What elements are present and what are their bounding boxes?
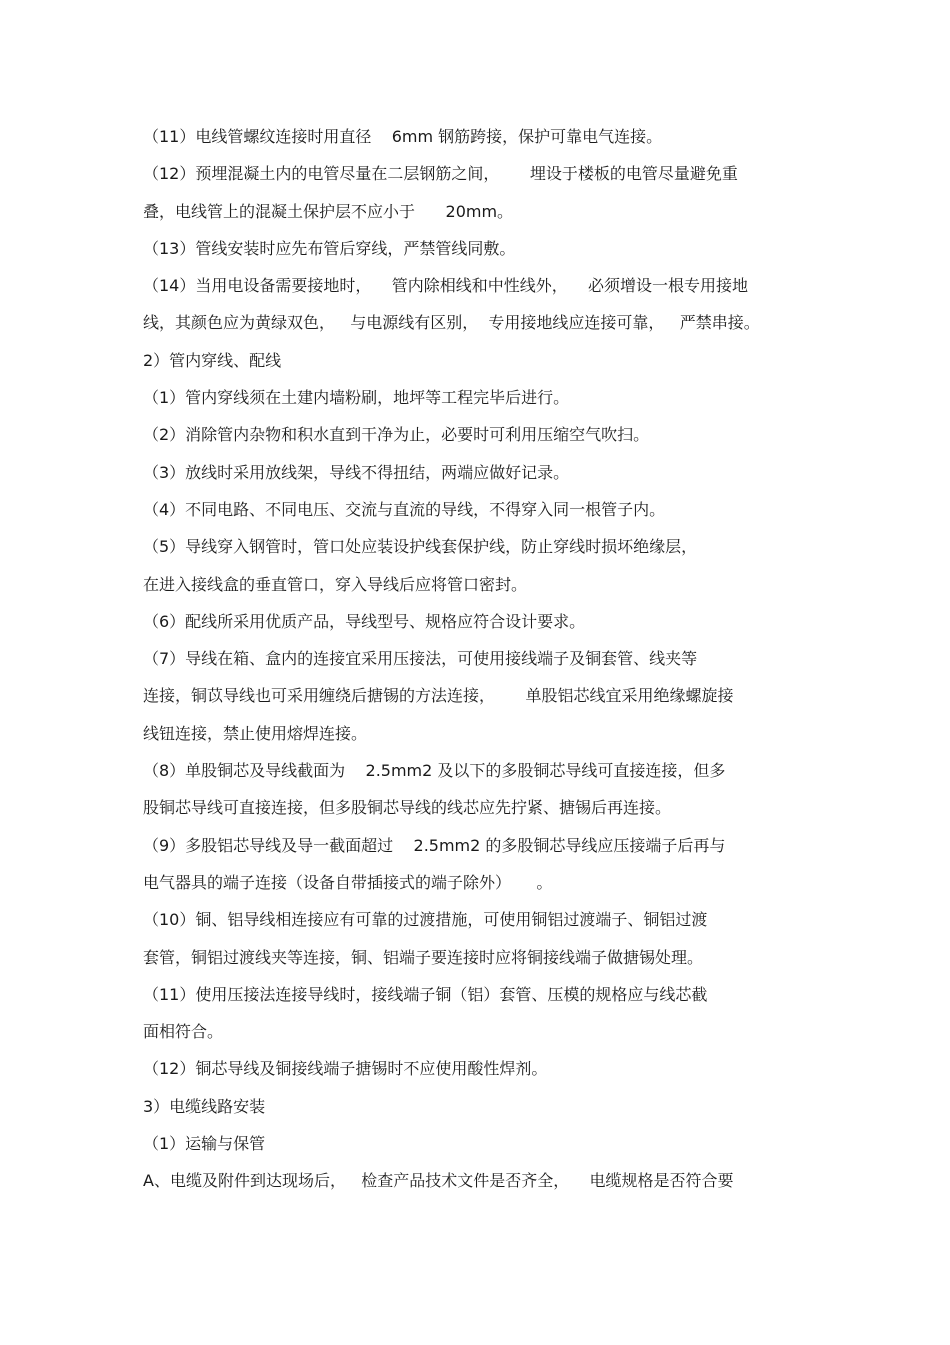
text-line: （11）使用压接法连接导线时，接线端子铜（铝）套管、压模的规格应与线芯截 xyxy=(143,984,708,1004)
text-line: （11）电线管螺纹连接时用直径 6mm 钢筋跨接，保护可靠电气连接。 xyxy=(143,127,663,146)
text-line: （8）单股铜芯及导线截面为 2.5mm2 及以下的多股铜芯导线可直接连接，但多 xyxy=(143,761,726,781)
text-line: 线，其颜色应为黄绿双色， 与电源线有区别， 专用接地线应连接可靠， 严禁串接。 xyxy=(143,313,760,333)
text-line: （12）铜芯导线及铜接线端子搪锡时不应使用酸性焊剂。 xyxy=(143,1059,548,1079)
text-line: 连接，铜苡导线也可采用缠绕后搪锡的方法连接， 单股铝芯线宜采用绝缘螺旋接 xyxy=(143,686,734,706)
text-line: （10）铜、铝导线相连接应有可靠的过渡措施，可使用铜铝过渡端子、铜铝过渡 xyxy=(143,910,708,930)
text-line: （4）不同电路、不同电压、交流与直流的导线，不得穿入同一根管子内。 xyxy=(143,499,666,519)
section-heading: 2）管内穿线、配线 xyxy=(143,350,282,370)
document-body xyxy=(143,118,803,1200)
text-line: 线钮连接，禁止使用熔焊连接。 xyxy=(143,723,368,743)
text-line: （1）运输与保管 xyxy=(143,1134,266,1154)
text-line: （1）管内穿线须在土建内墙粉刷，地坪等工程完毕后进行。 xyxy=(143,388,570,408)
text-line: （12）预埋混凝土内的电管尽量在二层钢筋之间， 埋设于楼板的电管尽量避免重 xyxy=(143,164,738,184)
text-line: （6）配线所采用优质产品，导线型号、规格应符合设计要求。 xyxy=(143,611,586,631)
text-line: A、电缆及附件到达现场后， 检查产品技术文件是否齐全， 电缆规格是否符合要 xyxy=(143,1171,734,1191)
text-line: （9）多股铝芯导线及导一截面超过 2.5mm2 的多股铜芯导线应压接端子后再与 xyxy=(143,835,726,855)
section-heading: 3）电缆线路安装 xyxy=(143,1096,266,1116)
text-line: 股铜芯导线可直接连接，但多股铜芯导线的线芯应先拧紧、搪锡后再连接。 xyxy=(143,798,672,818)
text-line: 电气器具的端子连接（设备自带插接式的端子除外） 。 xyxy=(143,872,553,892)
text-line: （2）消除管内杂物和积水直到干净为止，必要时可利用压缩空气吹扫。 xyxy=(143,425,650,445)
text-line: （14）当用电设备需要接地时， 管内除相线和中性线外， 必须增设一根专用接地 xyxy=(143,276,749,296)
text-line: （13）管线安装时应先布管后穿线，严禁管线同敷。 xyxy=(143,238,516,258)
text-line: 叠，电线管上的混凝土保护层不应小于 20mm。 xyxy=(143,201,514,221)
text-line: （5）导线穿入钢管时，管口处应装设护线套保护线，防止穿线时损坏绝缘层， xyxy=(143,537,698,557)
text-line: （7）导线在箱、盒内的连接宜采用压接法，可使用接线端子及铜套管、线夹等 xyxy=(143,649,698,669)
text-line: 套管，铜铝过渡线夹等连接，铜、铝端子要连接时应将铜接线端子做搪锡处理。 xyxy=(143,947,704,967)
text-line: 在进入接线盒的垂直管口，穿入导线后应将管口密封。 xyxy=(143,574,528,594)
text-line: （3）放线时采用放线架，导线不得扭结，两端应做好记录。 xyxy=(143,462,570,482)
text-line: 面相符合。 xyxy=(143,1022,224,1042)
